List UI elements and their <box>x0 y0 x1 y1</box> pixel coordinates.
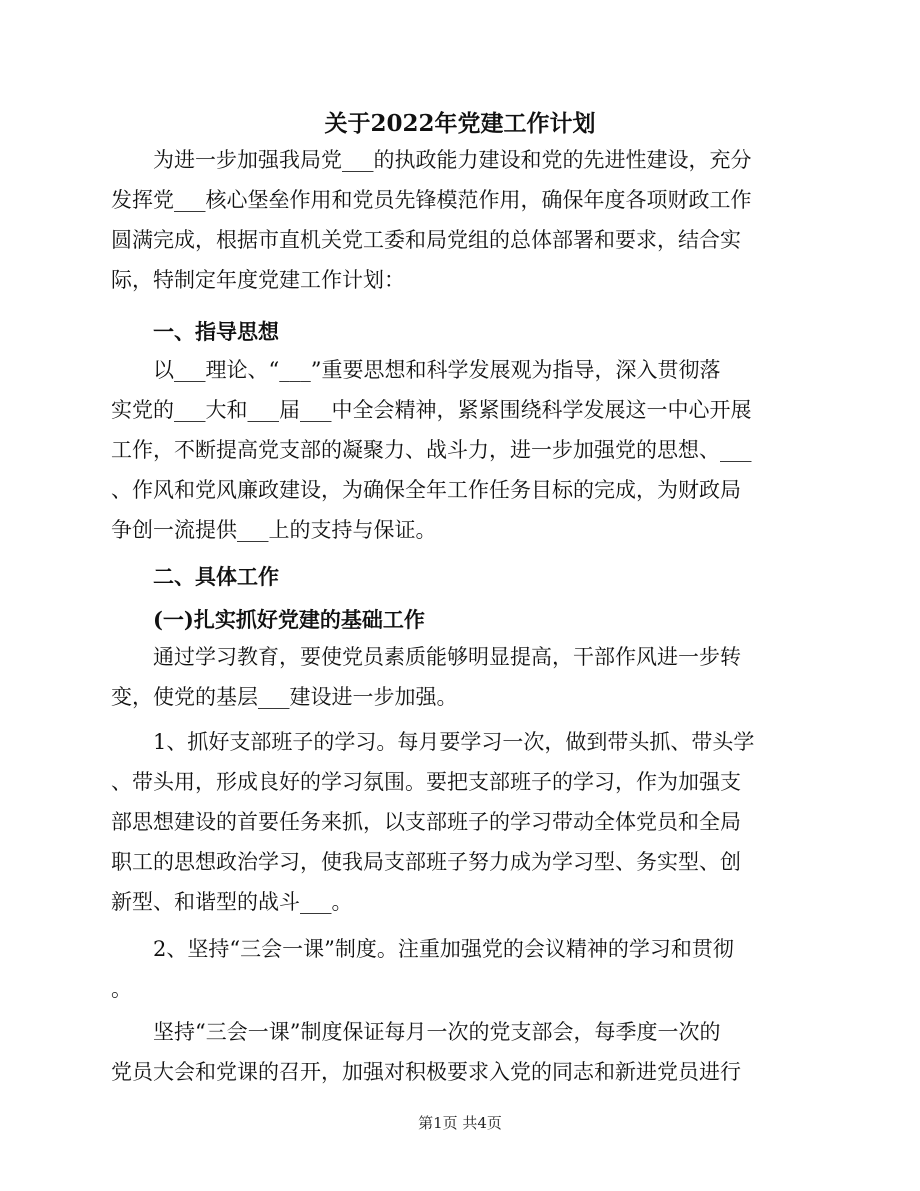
section-heading-guiding-ideology: 一、指导思想 <box>153 319 279 344</box>
paragraph-line: 党员大会和党课的召开，加强对积极要求入党的同志和新进党员进行 <box>111 1060 741 1084</box>
paragraph-line: 争创一流提供___上的支持与保证。 <box>111 518 437 542</box>
paragraph-line: 工作，不断提高党支部的凝聚力、战斗力，进一步加强党的思想、___ <box>111 438 752 462</box>
guiding-ideology-paragraph <box>111 350 781 550</box>
intro-paragraph <box>111 140 781 300</box>
intro-line: 为进一步加强我局党___的执政能力建设和党的先进性建设，充分 <box>111 148 752 172</box>
paragraph-line: 、作风和党风廉政建设，为确保全年工作任务目标的完成，为财政局 <box>111 478 741 502</box>
intro-line: 发挥党___核心堡垒作用和党员先锋模范作用，确保年度各项财政工作 <box>111 188 752 212</box>
paragraph-line: 2、坚持“三会一课”制度。注重加强党的会议精神的学习和贯彻 <box>111 937 734 961</box>
paragraph-line: 坚持“三会一课”制度保证每月一次的党支部会，每季度一次的 <box>111 1020 721 1044</box>
paragraph-line: 通过学习教育，要使党员素质能够明显提高，干部作风进一步转 <box>111 645 741 669</box>
page-number-footer: 第1页 共4页 <box>418 1114 502 1132</box>
paragraph-line: 变，使党的基层___建设进一步加强。 <box>111 685 458 709</box>
paragraph-line: 部思想建设的首要任务来抓，以支部班子的学习带动全体党员和全局 <box>111 810 741 834</box>
document-title: 关于2022年党建工作计划 <box>324 110 596 137</box>
paragraph-line: 以___理论、“___”重要思想和科学发展观为指导，深入贯彻落 <box>111 358 721 382</box>
item-1-paragraph <box>111 722 781 922</box>
subsection-heading-foundation-work: (一)扎实抓好党建的基础工作 <box>153 607 425 632</box>
section-heading-specific-work: 二、具体工作 <box>153 564 279 589</box>
paragraph-line: 。 <box>111 977 132 1001</box>
intro-line: 际，特制定年度党建工作计划： <box>111 268 405 292</box>
paragraph-line: 实党的___大和___届___中全会精神，紧紧围绕科学发展这一中心开展 <box>111 398 752 422</box>
paragraph-line: 职工的思想政治学习，使我局支部班子努力成为学习型、务实型、创 <box>111 850 741 874</box>
item-2-detail-paragraph <box>111 1012 781 1092</box>
intro-line: 圆满完成，根据市直机关党工委和局党组的总体部署和要求，结合实 <box>111 228 741 252</box>
item-2-paragraph <box>111 929 781 1009</box>
paragraph-line: 、带头用，形成良好的学习氛围。要把支部班子的学习，作为加强支 <box>111 770 741 794</box>
foundation-work-paragraph <box>111 637 781 717</box>
paragraph-line: 新型、和谐型的战斗___。 <box>111 890 353 914</box>
paragraph-line: 1、抓好支部班子的学习。每月要学习一次，做到带头抓、带头学 <box>111 730 755 754</box>
